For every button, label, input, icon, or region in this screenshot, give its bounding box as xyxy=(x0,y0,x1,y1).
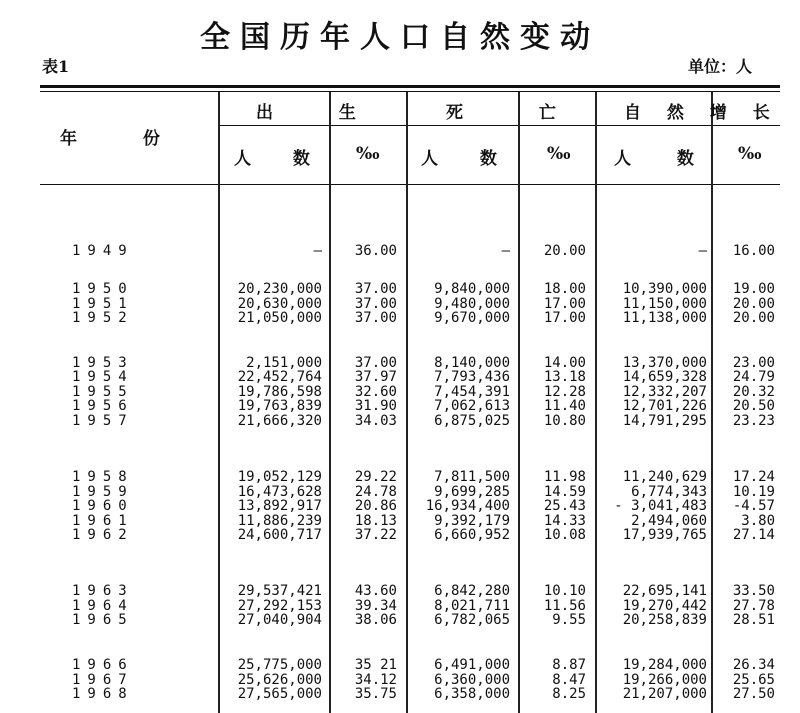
birth-rate-cell: 20.86 xyxy=(354,498,397,514)
birth-rate-cell: 43.60 xyxy=(354,583,397,599)
increase-rate-cell: 10.19 xyxy=(732,484,775,500)
birth-rate-cell: 31.90 xyxy=(354,398,397,414)
year-cell: 1966 xyxy=(72,657,134,673)
column-divider xyxy=(218,92,220,713)
header-year: 年 份 xyxy=(60,129,160,149)
year-cell: 1949 xyxy=(72,243,134,259)
increase-count-cell: 21,207,000 xyxy=(622,686,707,702)
increase-rate-cell: 33.50 xyxy=(732,583,775,599)
birth-count-cell: 25,775,000 xyxy=(237,657,322,673)
increase-rate-cell: 25.65 xyxy=(732,672,775,688)
death-rate-cell: 14.59 xyxy=(543,484,586,500)
table-label: 表1 xyxy=(42,57,70,76)
death-rate-cell: 17.00 xyxy=(543,310,586,326)
year-cell: 1967 xyxy=(72,672,134,688)
increase-rate-cell: 20.00 xyxy=(732,296,775,312)
birth-rate-cell: 37.00 xyxy=(354,310,397,326)
death-count-cell: 6,491,000 xyxy=(434,657,510,673)
increase-count-cell: 11,240,629 xyxy=(622,469,707,485)
birth-count-cell: 21,666,320 xyxy=(237,413,322,429)
birth-rate-cell: 37.00 xyxy=(354,296,397,312)
increase-count-cell: 20,258,839 xyxy=(622,612,707,628)
top-rule-thin xyxy=(40,91,780,92)
year-cell: 1950 xyxy=(72,281,134,297)
birth-count-cell: 16,473,628 xyxy=(237,484,322,500)
birth-count-cell: 27,292,153 xyxy=(237,598,322,614)
birth-count-cell: 2,151,000 xyxy=(246,355,322,371)
year-cell: 1965 xyxy=(72,612,134,628)
death-count-cell: 8,021,711 xyxy=(434,598,510,614)
birth-rate-cell: 34.03 xyxy=(354,413,397,429)
birth-rate-cell: 37.97 xyxy=(354,369,397,385)
death-count-cell: 7,062,613 xyxy=(434,398,510,414)
death-count-cell: 8,140,000 xyxy=(434,355,510,371)
top-rule xyxy=(40,85,780,88)
birth-rate-cell: 37.22 xyxy=(354,527,397,543)
year-cell: 1959 xyxy=(72,484,134,500)
year-cell: 1955 xyxy=(72,384,134,400)
increase-rate-cell: 27.50 xyxy=(732,686,775,702)
death-rate-cell: 10.08 xyxy=(543,527,586,543)
birth-rate-cell: 29.22 xyxy=(354,469,397,485)
death-count-cell: 6,660,952 xyxy=(434,527,510,543)
death-count-cell: 7,811,500 xyxy=(434,469,510,485)
death-rate-cell: 20.00 xyxy=(543,243,586,259)
birth-rate-cell: 18.13 xyxy=(354,513,397,529)
death-rate-cell: 17.00 xyxy=(543,296,586,312)
increase-count-cell: — xyxy=(698,243,707,259)
death-count-cell: — xyxy=(501,243,510,259)
increase-count-cell: 10,390,000 xyxy=(622,281,707,297)
death-rate-cell: 10.10 xyxy=(543,583,586,599)
death-count-cell: 9,840,000 xyxy=(434,281,510,297)
increase-rate-cell: -4.57 xyxy=(732,498,775,514)
death-count-cell: 6,782,065 xyxy=(434,612,510,628)
column-divider xyxy=(518,92,520,713)
death-rate-cell: 11.56 xyxy=(543,598,586,614)
death-rate-cell: 14.00 xyxy=(543,355,586,371)
increase-count-cell: 19,284,000 xyxy=(622,657,707,673)
year-cell: 1968 xyxy=(72,686,134,702)
birth-rate-cell: 24.78 xyxy=(354,484,397,500)
increase-rate-cell: 27.78 xyxy=(732,598,775,614)
increase-rate-cell: 20.50 xyxy=(732,398,775,414)
birth-rate-cell: 35.75 xyxy=(354,686,397,702)
birth-count-cell: 19,052,129 xyxy=(237,469,322,485)
increase-rate-cell: 16.00 xyxy=(732,243,775,259)
increase-rate-cell: 24.79 xyxy=(732,369,775,385)
birth-count-cell: 24,600,717 xyxy=(237,527,322,543)
year-cell: 1964 xyxy=(72,598,134,614)
death-rate-cell: 8.87 xyxy=(552,657,586,673)
column-divider xyxy=(595,92,597,713)
increase-rate-cell: 3.80 xyxy=(741,513,775,529)
year-cell: 1953 xyxy=(72,355,134,371)
birth-rate-cell: 34.12 xyxy=(354,672,397,688)
birth-count-cell: 22,452,764 xyxy=(237,369,322,385)
year-cell: 1956 xyxy=(72,398,134,414)
header-death: 死 亡 xyxy=(446,103,556,123)
increase-count-cell: 6,774,343 xyxy=(631,484,707,500)
column-divider xyxy=(406,92,408,713)
column-divider xyxy=(711,92,713,713)
death-count-cell: 7,454,391 xyxy=(434,384,510,400)
death-count-cell: 6,875,025 xyxy=(434,413,510,429)
death-count-cell: 9,480,000 xyxy=(434,296,510,312)
death-rate-cell: 25.43 xyxy=(543,498,586,514)
death-count-cell: 6,358,000 xyxy=(434,686,510,702)
year-cell: 1952 xyxy=(72,310,134,326)
increase-rate-cell: 20.00 xyxy=(732,310,775,326)
year-cell: 1957 xyxy=(72,413,134,429)
birth-count-cell: — xyxy=(313,243,322,259)
year-cell: 1958 xyxy=(72,469,134,485)
death-count-cell: 16,934,400 xyxy=(425,498,510,514)
birth-rate-cell: 35 21 xyxy=(354,657,397,673)
column-divider xyxy=(329,92,331,713)
increase-rate-cell: 26.34 xyxy=(732,657,775,673)
year-cell: 1954 xyxy=(72,369,134,385)
year-cell: 1960 xyxy=(72,498,134,514)
increase-count-cell: 2,494,060 xyxy=(631,513,707,529)
increase-rate-cell: 23.23 xyxy=(732,413,775,429)
death-rate-cell: 10.80 xyxy=(543,413,586,429)
subheader-increase-people: 人 数 xyxy=(614,149,694,169)
increase-count-cell: 14,659,328 xyxy=(622,369,707,385)
birth-rate-cell: 36.00 xyxy=(354,243,397,259)
increase-count-cell: 11,138,000 xyxy=(622,310,707,326)
birth-rate-cell: 38.06 xyxy=(354,612,397,628)
birth-rate-cell: 37.00 xyxy=(354,355,397,371)
death-count-cell: 7,793,436 xyxy=(434,369,510,385)
birth-count-cell: 25,626,000 xyxy=(237,672,322,688)
death-count-cell: 9,392,179 xyxy=(434,513,510,529)
increase-count-cell: 13,370,000 xyxy=(622,355,707,371)
increase-rate-cell: 28.51 xyxy=(732,612,775,628)
birth-count-cell: 13,892,917 xyxy=(237,498,322,514)
death-count-cell: 6,842,280 xyxy=(434,583,510,599)
increase-rate-cell: 17.24 xyxy=(732,469,775,485)
increase-rate-cell: 27.14 xyxy=(732,527,775,543)
birth-rate-cell: 32.60 xyxy=(354,384,397,400)
subheader-death-permille: ‰ xyxy=(547,144,571,164)
year-cell: 1951 xyxy=(72,296,134,312)
year-cell: 1961 xyxy=(72,513,134,529)
death-count-cell: 9,699,285 xyxy=(434,484,510,500)
birth-count-cell: 20,630,000 xyxy=(237,296,322,312)
increase-rate-cell: 19.00 xyxy=(732,281,775,297)
increase-count-cell: 22,695,141 xyxy=(622,583,707,599)
increase-count-cell: 17,939,765 xyxy=(622,527,707,543)
subheader-death-people: 人 数 xyxy=(421,149,497,169)
birth-count-cell: 27,565,000 xyxy=(237,686,322,702)
increase-count-cell: 12,332,207 xyxy=(622,384,707,400)
subheader-birth-permille: ‰ xyxy=(356,144,380,164)
birth-count-cell: 19,786,598 xyxy=(237,384,322,400)
increase-count-cell: 12,701,226 xyxy=(622,398,707,414)
unit-label: 单位：人 xyxy=(687,57,752,76)
death-count-cell: 6,360,000 xyxy=(434,672,510,688)
death-rate-cell: 9.55 xyxy=(552,612,586,628)
subheader-rule xyxy=(218,125,780,126)
increase-count-cell: - 3,041,483 xyxy=(614,498,707,514)
subheader-increase-permille: ‰ xyxy=(738,144,762,164)
increase-count-cell: 19,266,000 xyxy=(622,672,707,688)
birth-count-cell: 20,230,000 xyxy=(237,281,322,297)
increase-rate-cell: 20.32 xyxy=(732,384,775,400)
header-birth: 出 生 xyxy=(256,103,356,123)
year-cell: 1963 xyxy=(72,583,134,599)
subheader-birth-people: 人 数 xyxy=(234,149,310,169)
birth-rate-cell: 39.34 xyxy=(354,598,397,614)
death-rate-cell: 18.00 xyxy=(543,281,586,297)
death-rate-cell: 12.28 xyxy=(543,384,586,400)
birth-count-cell: 11,886,239 xyxy=(237,513,322,529)
death-rate-cell: 8.47 xyxy=(552,672,586,688)
increase-rate-cell: 23.00 xyxy=(732,355,775,371)
header-natural-increase: 自 然 增 长 xyxy=(624,103,770,123)
increase-count-cell: 11,150,000 xyxy=(622,296,707,312)
birth-count-cell: 19,763,839 xyxy=(237,398,322,414)
increase-count-cell: 14,791,295 xyxy=(622,413,707,429)
increase-count-cell: 19,270,442 xyxy=(622,598,707,614)
death-count-cell: 9,670,000 xyxy=(434,310,510,326)
birth-rate-cell: 37.00 xyxy=(354,281,397,297)
birth-count-cell: 27,040,904 xyxy=(237,612,322,628)
birth-count-cell: 29,537,421 xyxy=(237,583,322,599)
page-title: 全国历年人口自然变动 xyxy=(200,20,600,55)
birth-count-cell: 21,050,000 xyxy=(237,310,322,326)
death-rate-cell: 8.25 xyxy=(552,686,586,702)
death-rate-cell: 11.40 xyxy=(543,398,586,414)
death-rate-cell: 11.98 xyxy=(543,469,586,485)
year-cell: 1962 xyxy=(72,527,134,543)
header-bottom-rule xyxy=(40,184,780,185)
death-rate-cell: 13.18 xyxy=(543,369,586,385)
death-rate-cell: 14.33 xyxy=(543,513,586,529)
